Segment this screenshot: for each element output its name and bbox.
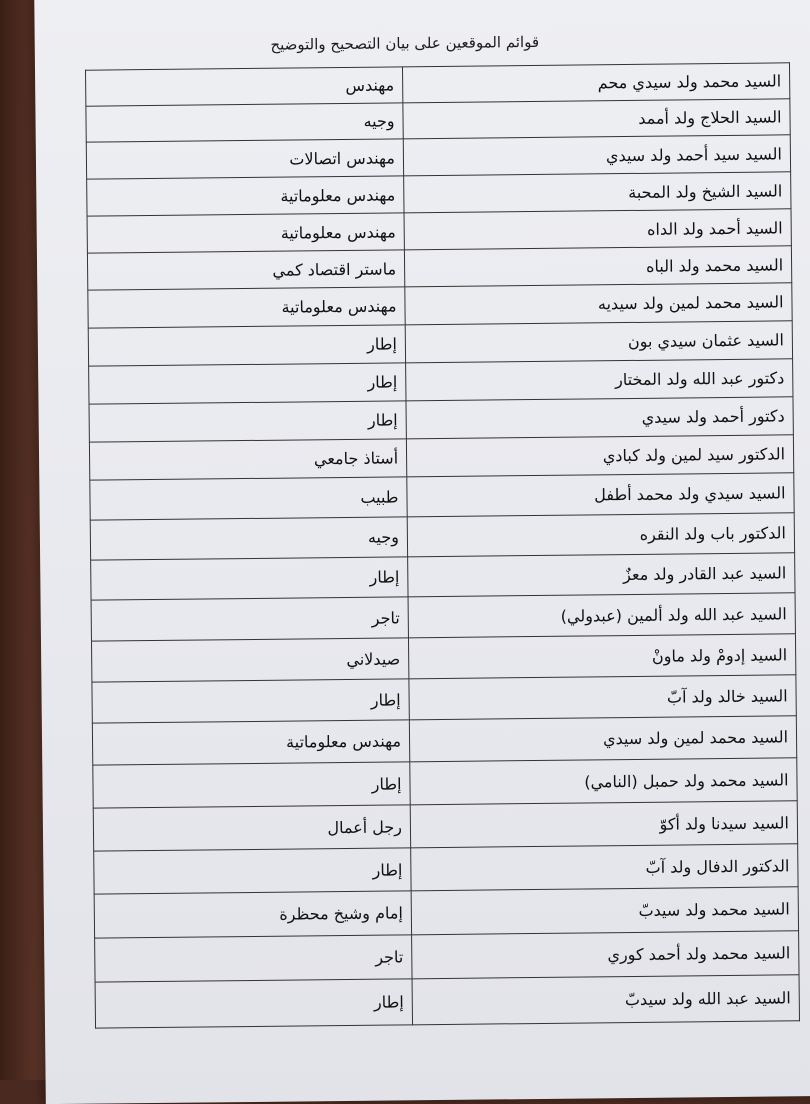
- signatory-name: السيد أحمد ولد الداه: [404, 209, 791, 250]
- document-page: [34, 0, 810, 1104]
- signatory-role: إطار: [94, 848, 411, 894]
- signatory-role: تاجر: [91, 597, 408, 641]
- signatory-name: السيد محمد ولد سيدي محم: [402, 63, 789, 103]
- signatory-role: إطار: [93, 762, 410, 808]
- signatory-role: مهندس معلوماتية: [87, 213, 404, 253]
- signatory-name: السيد محمد لمين ولد سيديه: [405, 283, 792, 325]
- signatory-name: الدكتور باب ولد النقره: [407, 513, 794, 557]
- signatory-role: طبيب: [90, 477, 407, 520]
- signatory-role: إطار: [95, 979, 412, 1028]
- signatory-name: السيد سيدي ولد محمد أطفل: [407, 473, 794, 517]
- signatory-role: مهندس اتصالات: [86, 139, 403, 179]
- signatory-role: تاجر: [95, 935, 412, 982]
- signatory-name: السيد الشيخ ولد المحبة: [404, 172, 791, 213]
- table-row: [95, 931, 799, 982]
- signatory-name: السيد سيدنا ولد أكوّ: [410, 801, 797, 848]
- signatories-table: [85, 62, 800, 1028]
- signatory-role: إمام وشيخ محظرة: [94, 891, 411, 938]
- signatory-role: مهندس معلوماتية: [87, 176, 404, 216]
- signatory-role: صيدلاني: [91, 638, 408, 682]
- signatory-name: السيد محمد ولد الباه: [404, 246, 791, 287]
- signatory-role: أستاذ جامعي: [89, 439, 406, 480]
- signatory-role: إطار: [89, 363, 406, 404]
- signatory-name: السيد محمد لمين ولد سيدي: [409, 716, 796, 762]
- signatory-role: مهندس: [86, 67, 403, 106]
- signatories-table-body: [86, 63, 800, 1028]
- table-row: [94, 844, 798, 894]
- table-row: [92, 716, 796, 765]
- document-title: قوائم الموقعين على بيان التصحيح والتوضيح: [270, 32, 540, 54]
- signatory-name: السيد عثمان سيدي بون: [405, 321, 792, 363]
- signatory-name: السيد سيد أحمد ولد سيدي: [403, 135, 790, 176]
- signatory-name: السيد عبد الله ولد سيدبّ: [412, 975, 799, 1025]
- signatory-role: ماستر اقتصاد كمي: [87, 250, 404, 290]
- signatory-name: دكتور أحمد ولد سيدي: [406, 397, 793, 439]
- table-row: [93, 758, 797, 808]
- signatory-name: السيد محمد ولد أحمد كوري: [412, 931, 799, 979]
- signatory-name: الدكتور الدفال ولد آبّ: [411, 844, 798, 891]
- signatory-role: إطار: [92, 679, 409, 723]
- signatory-role: وجيه: [86, 103, 403, 142]
- signatory-name: السيد الحلاج ولد أممد: [403, 99, 790, 139]
- table-row: [95, 975, 799, 1028]
- signatory-role: إطار: [88, 325, 405, 366]
- signatory-name: السيد إدومْ ولد ماونْ: [408, 634, 795, 679]
- signatory-name: الدكتور سيد لمين ولد كبادي: [406, 435, 793, 477]
- signatory-role: مهندس معلوماتية: [92, 720, 409, 765]
- table-row: [94, 887, 798, 938]
- signatory-name: السيد محمد ولد سيدبّ: [411, 887, 798, 935]
- signatory-name: السيد عبد الله ولد ألمين (عبدولي): [408, 593, 795, 638]
- table-row: [93, 801, 797, 851]
- signatory-role: وجيه: [90, 517, 407, 560]
- signatory-name: السيد عبد القادر ولد معزٌ: [408, 553, 795, 597]
- signatory-name: السيد خالد ولد آبّ: [409, 675, 796, 720]
- signatory-name: دكتور عبد الله ولد المختار: [406, 359, 793, 401]
- signatory-name: السيد محمد ولد حمبل (النامي): [410, 758, 797, 805]
- signatory-role: إطار: [91, 557, 408, 600]
- signatory-role: رجل أعمال: [93, 805, 410, 851]
- signatory-role: مهندس معلوماتية: [88, 287, 405, 328]
- signatory-role: إطار: [89, 401, 406, 442]
